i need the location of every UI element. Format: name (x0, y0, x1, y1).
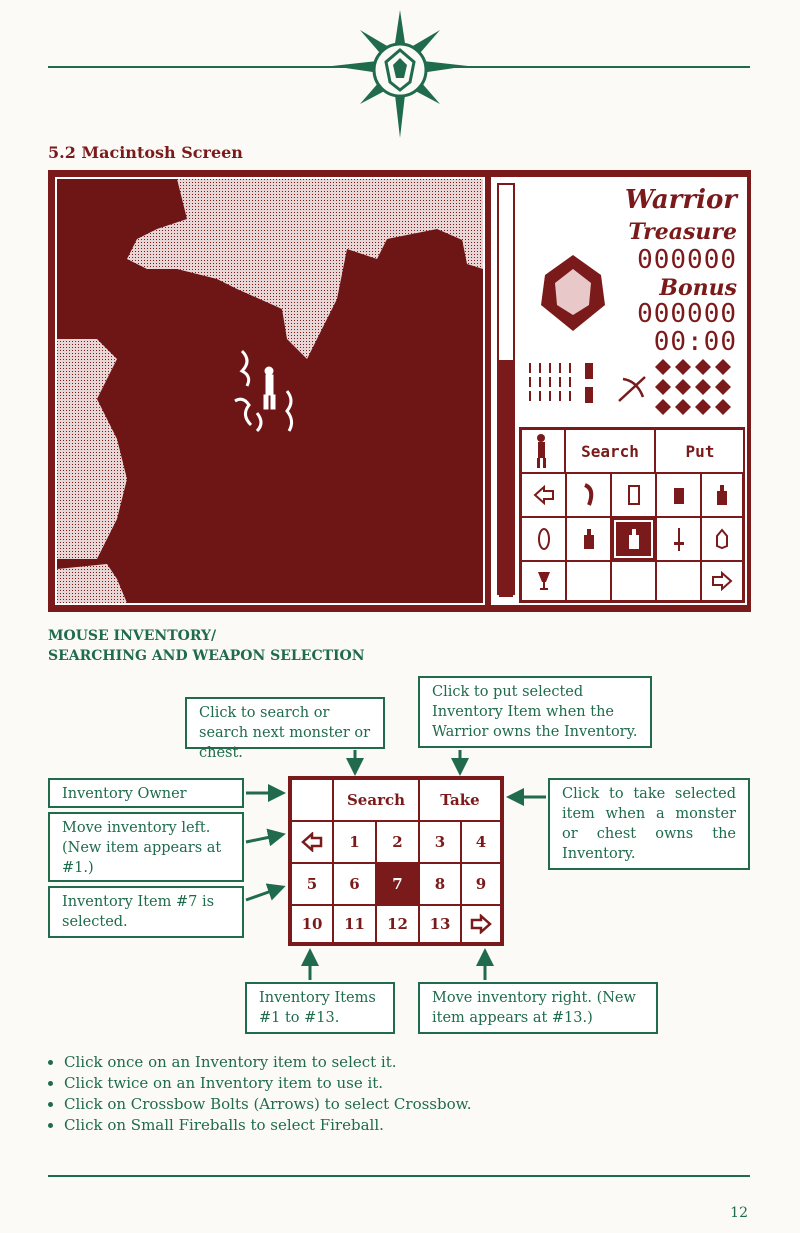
put-button[interactable]: Put (655, 429, 745, 473)
diagram-cell: 11 (333, 905, 376, 943)
diagram-left-arrow (291, 821, 333, 863)
diagram-search-button: Search (333, 779, 419, 821)
diagram-owner-slot (291, 779, 333, 821)
bonus-value: 000000 (637, 299, 737, 329)
diagram-cell: 6 (333, 863, 376, 905)
left-arrow-icon (301, 832, 323, 852)
right-arrow-icon (470, 914, 492, 934)
list-item: • Click once on an Inventory item to select it. (64, 1052, 471, 1073)
callout-search: Click to search or search next monster or chest. (185, 697, 385, 749)
callout-left: Move inventory left. (New item appears at #1.) (48, 812, 244, 882)
diagram-cell-selected: 7 (376, 863, 419, 905)
subheading-line-1: MOUSE INVENTORY/ (48, 628, 217, 644)
diagram-cell: 12 (376, 905, 419, 943)
diagram-cell: 10 (291, 905, 333, 943)
inventory-diagram (288, 776, 504, 946)
list-item: • Click on Small Fireballs to select Fireball. (64, 1115, 471, 1136)
section-title: 5.2 Macintosh Screen (48, 143, 243, 162)
callout-items: Inventory Items #1 to #13. (245, 982, 395, 1034)
callout-take: Click to take selected item when a monster or chest owns the Inventory. (548, 778, 750, 870)
diagram-cell: 1 (333, 821, 376, 863)
diagram-cell: 3 (419, 821, 461, 863)
time-value: 00:00 (653, 327, 737, 357)
diagram-cell: 2 (376, 821, 419, 863)
diagram-take-button: Take (419, 779, 501, 821)
bottom-rule (48, 1175, 750, 1177)
subheading-line-2: SEARCHING AND WEAPON SELECTION (48, 648, 365, 664)
treasure-label: Treasure (628, 219, 737, 245)
callout-right: Move inventory right. (New item appears at #13.) (418, 982, 658, 1034)
callout-put: Click to put selected Inventory Item when the Warrior owns the Inventory. (418, 676, 652, 748)
search-button[interactable]: Search (565, 429, 655, 473)
diagram-cell: 5 (291, 863, 333, 905)
diagram-cell: 13 (419, 905, 461, 943)
diagram-cell: 9 (461, 863, 501, 905)
class-name: Warrior (624, 185, 737, 215)
list-item: • Click twice on an Inventory item to use it. (64, 1073, 471, 1094)
page-number: 12 (730, 1205, 748, 1221)
bonus-label: Bonus (659, 275, 737, 301)
diagram-cell: 8 (419, 863, 461, 905)
diagram-cell: 4 (461, 821, 501, 863)
callout-owner: Inventory Owner (48, 778, 244, 808)
list-item: • Click on Crossbow Bolts (Arrows) to select Crossbow. (64, 1094, 471, 1115)
instruction-list (48, 1052, 471, 1136)
diagram-right-arrow (461, 905, 501, 943)
treasure-value: 000000 (637, 245, 737, 275)
callout-selected: Inventory Item #7 is selected. (48, 886, 244, 938)
